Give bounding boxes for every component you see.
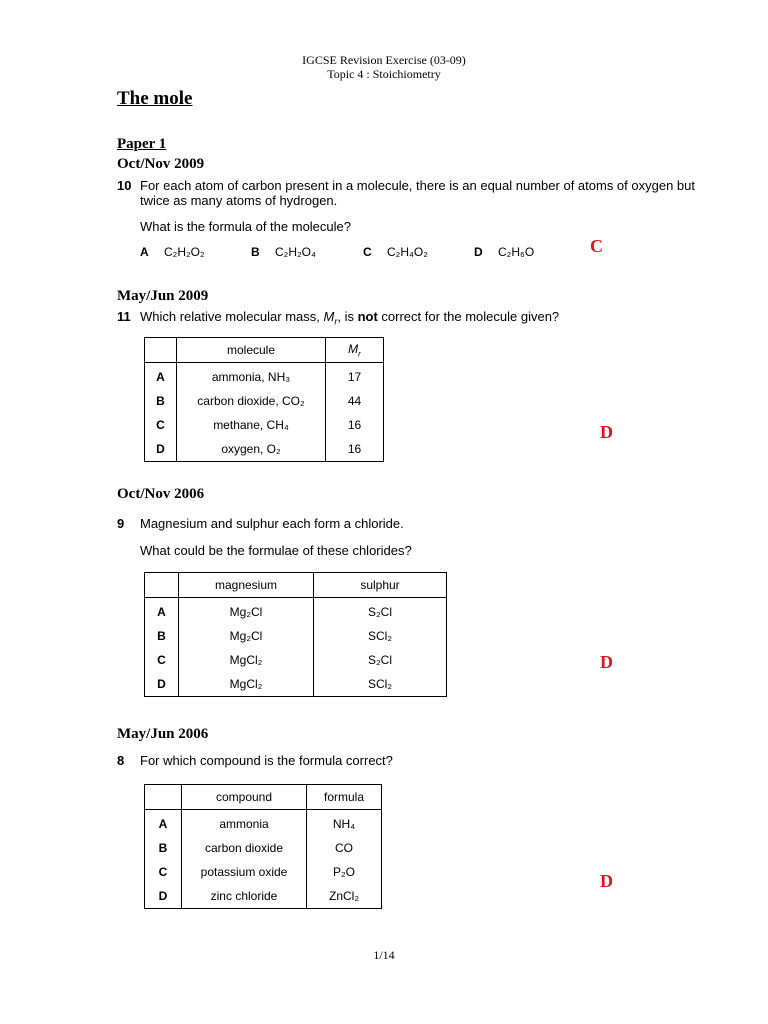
answer-mark: D: [600, 422, 613, 442]
page-title: The mole: [117, 88, 193, 109]
question-text: For which compound is the formula correct?: [140, 753, 393, 768]
answer-mark: D: [600, 652, 613, 672]
document-header-line-2: Topic 4 : Stoichiometry: [327, 67, 441, 81]
table-row: B Mg₂Cl SCl₂: [145, 624, 447, 648]
table-row: C methane, CH₄ 16: [145, 413, 384, 437]
question-number: 8: [117, 753, 125, 768]
option-d: D C₂H₆O: [474, 245, 535, 259]
table-row: C potassium oxide P₂O: [145, 860, 382, 884]
table-row: D oxygen, O₂ 16: [145, 437, 384, 462]
column-header-mr: $M_r$: [326, 338, 384, 363]
question-prompt: What is the formula of the molecule?: [140, 219, 351, 234]
session-heading: May/Jun 2006: [117, 726, 209, 742]
session-heading: May/Jun 2009: [117, 288, 209, 304]
answer-mark: C: [590, 236, 603, 256]
column-header: sulphur: [314, 573, 447, 598]
session-heading: Oct/Nov 2009: [117, 156, 205, 172]
question-text: Which relative molecular mass, $M_r$, is not correct for the molecule given?: [140, 309, 560, 327]
table-row: A ammonia, NH₃ 17: [145, 363, 384, 390]
question-number: 10: [117, 178, 132, 193]
session-heading: Oct/Nov 2006: [117, 486, 205, 502]
table-row: A Mg₂Cl S₂Cl: [145, 598, 447, 625]
question-number: 11: [117, 309, 131, 324]
table-row: D zinc chloride ZnCl₂: [145, 884, 382, 909]
table-row: B carbon dioxide, CO₂ 44: [145, 389, 384, 413]
question-text: Magnesium and sulphur each form a chloride.: [140, 516, 404, 531]
page-number: 1/14: [373, 948, 395, 962]
table-row: D MgCl₂ SCl₂: [145, 672, 447, 697]
question-prompt: What could be the formulae of these chlorides?: [140, 543, 412, 558]
column-header: formula: [307, 785, 382, 810]
question-text: For each atom of carbon present in a molecule, there is an equal number of atoms of oxygen but: [140, 178, 695, 193]
answer-mark: D: [600, 871, 613, 891]
table-row: B carbon dioxide CO: [145, 836, 382, 860]
column-header: compound: [182, 785, 307, 810]
document-header-line-1: IGCSE Revision Exercise (03-09): [302, 53, 466, 67]
molecule-mass-table: [144, 337, 384, 462]
chloride-table: [144, 572, 447, 697]
question-number: 9: [117, 516, 125, 531]
table-row: C MgCl₂ S₂Cl: [145, 648, 447, 672]
option-a: A C₂H₂O₂: [140, 245, 205, 259]
table-row: A ammonia NH₄: [145, 810, 382, 837]
paper-heading: Paper 1: [117, 136, 167, 152]
compound-formula-table: [144, 784, 382, 909]
option-b: B C₂H₂O₄: [251, 245, 316, 259]
column-header: molecule: [177, 338, 326, 363]
column-header: magnesium: [179, 573, 314, 598]
option-c: C C₂H₄O₂: [363, 245, 428, 259]
question-text: twice as many atoms of hydrogen.: [140, 193, 338, 208]
